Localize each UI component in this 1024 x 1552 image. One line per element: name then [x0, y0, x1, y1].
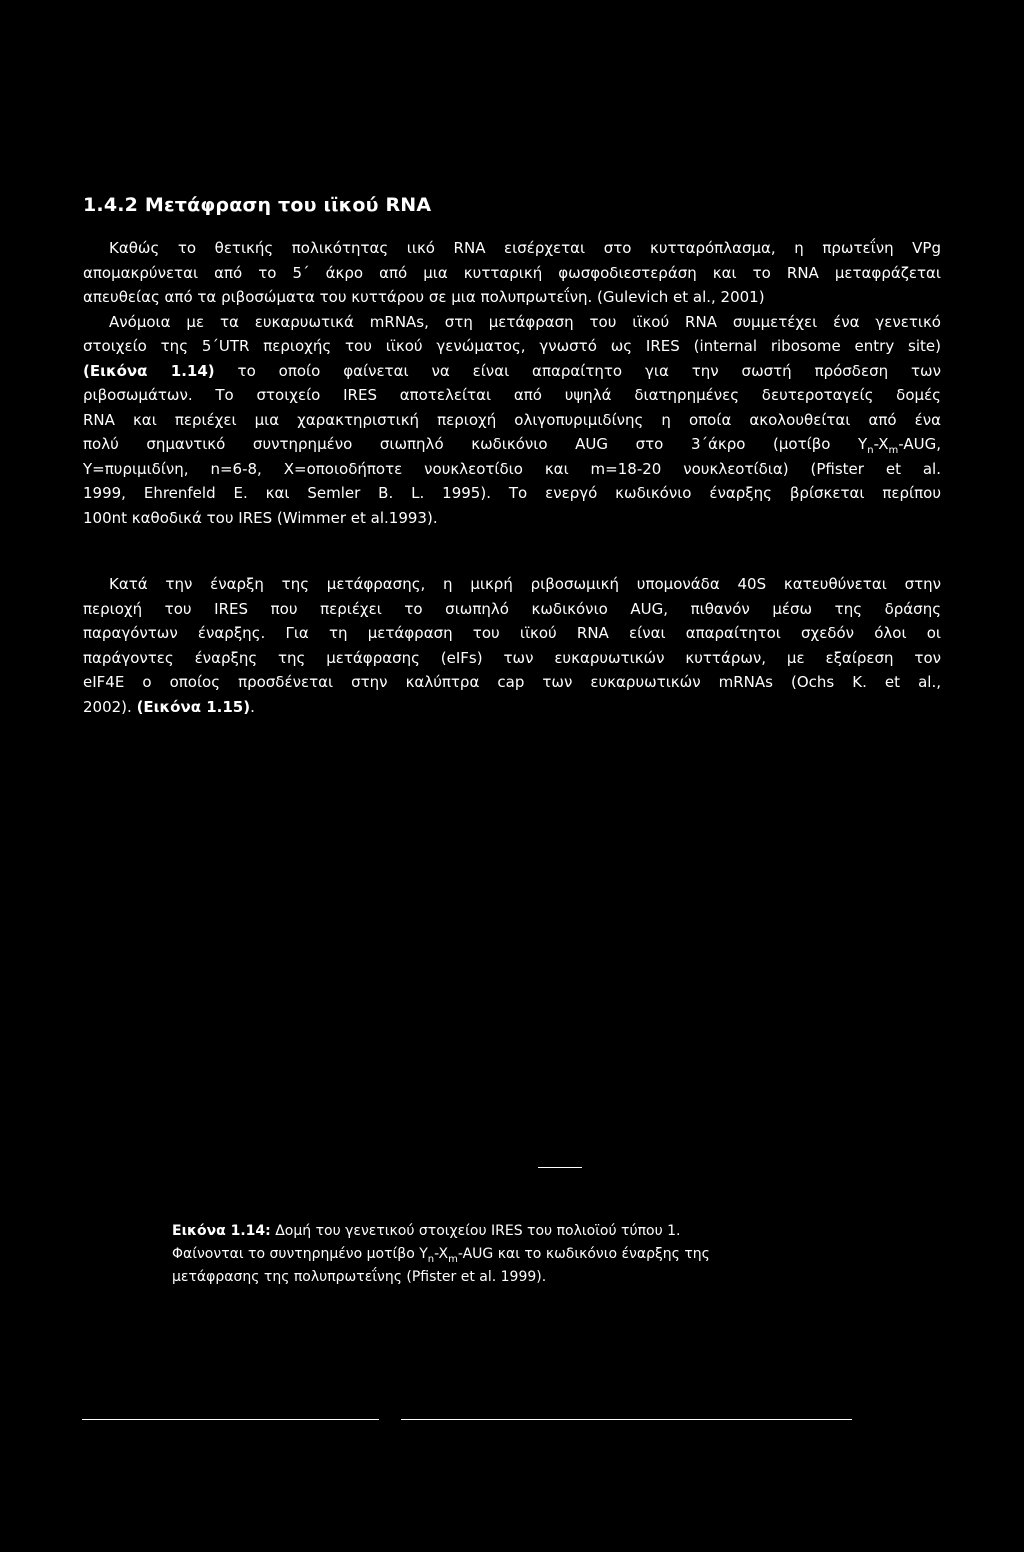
subscript-m: m: [448, 1253, 458, 1265]
figure-caption: [172, 1220, 832, 1289]
paragraph-line-text: 2002).: [83, 697, 137, 716]
paragraph-line-text: -AUG,: [898, 435, 941, 453]
caption-line: [172, 1220, 832, 1243]
section-heading: 1.4.2 Μετάφραση του ιϊκού RNA: [83, 194, 432, 216]
paragraph-line: απομακρύνεται από το 5΄ άκρο από μια κυτταρική φωσφοδιεστεράση και το RNA μεταφράζεται: [83, 263, 941, 282]
subscript-m: m: [888, 445, 899, 456]
paragraph-line: περιοχή του IRES που περιέχει το σιωπηλό κωδικόνιο AUG, πιθανόν μέσω της δράσης: [83, 599, 941, 618]
caption-text: -AUG και το κωδικόνιο έναρξης της: [457, 1246, 710, 1262]
paragraph-line: παραγόντων έναρξης. Για τη μετάφραση του ιϊκού RNA είναι απαραίτητοι σχεδόν όλοι οι: [83, 624, 941, 642]
footer-rule-left: [82, 1419, 379, 1420]
paragraph-line: Κατά την έναρξη της μετάφρασης, η μικρή ριβοσωμική υπομονάδα 40S κατευθύνεται στην: [109, 575, 941, 593]
figure-divider: [538, 1167, 582, 1168]
paragraph-2: [83, 572, 941, 719]
caption-line: [172, 1243, 832, 1266]
paragraph-line: 1999, Ehrenfeld E. και Semler B. L. 1995). Το ενεργό κωδικόνιο έναρξης βρίσκεται περίπου: [83, 484, 941, 502]
caption-text: Φαίνονται το συντηρημένο μοτίβο Y: [172, 1246, 428, 1262]
paragraph-line: Y=πυριμιδίνη, n=6-8, X=οποιοδήποτε νουκλεοτίδιο και m=18-20 νουκλεοτίδια) (Pfister et al.: [83, 459, 941, 478]
paragraph-line: στοιχείο της 5΄UTR περιοχής του ιϊκού γενώματος, γνωστό ως IRES (internal ribosome entry site): [83, 337, 941, 355]
paragraph-line: [83, 695, 941, 720]
paragraph-line: απευθείας από τα ριβοσώματα του κυττάρου σε μια πολυπρωτεΐνη. (Gulevich et al., 2001): [83, 288, 765, 306]
paragraph-line-text: το οποίο φαίνεται να είναι απαραίτητο για την σωστή πρόσδεση των: [214, 361, 941, 380]
paragraph-line: παράγοντες έναρξης της μετάφρασης (eIFs) των ευκαρυωτικών κυττάρων, με εξαίρεση τον: [83, 648, 941, 667]
caption-text: -X: [434, 1246, 449, 1262]
caption-line: μετάφρασης της πολυπρωτεΐνης (Pfister et al. 1999).: [172, 1269, 547, 1285]
subscript-n: n: [867, 445, 874, 456]
figure-reference-1-15: (Εικόνα 1.15): [136, 697, 251, 716]
paragraph-line-text: πολύ σημαντικό συντηρημένο σιωπηλό κωδικόνιο AUG στο 3΄άκρο (μοτίβο Y: [83, 435, 868, 453]
paragraph-line: [83, 432, 941, 457]
paragraph-1: [83, 236, 941, 530]
paragraph-line: Καθώς το θετικής πολικότητας ιικό RNA εισέρχεται στο κυτταρόπλασμα, η πρωτεΐνη VPg: [109, 239, 941, 257]
paragraph-line: Ανόμοια με τα ευκαρυωτικά mRNAs, στη μετάφραση του ιϊκού RNA συμμετέχει ένα γενετικό: [109, 312, 941, 331]
paragraph-line-text: .: [250, 697, 255, 716]
subscript-n: n: [427, 1253, 435, 1265]
figure-reference-1-14: (Εικόνα 1.14): [83, 361, 215, 380]
paragraph-line: [83, 359, 941, 384]
footer-rule-right: [401, 1419, 852, 1420]
paragraph-line: RNA και περιέχει μια χαρακτηριστική περιοχή ολιγοπυριμιδίνης η οποία ακολουθείται από ένα: [83, 410, 941, 429]
paragraph-line: eIF4E ο οποίος προσδένεται στην καλύπτρα cap των ευκαρυωτικών mRNAs (Ochs K. et al.,: [83, 673, 941, 691]
paragraph-line: 100nt καθοδικά του IRES (Wimmer et al.1993).: [83, 508, 438, 527]
caption-text: Δομή του γενετικού στοιχείου IRES του πολιοϊού τύπου 1.: [270, 1223, 681, 1239]
paragraph-line-text: -X: [873, 435, 889, 453]
paragraph-line: ριβοσωμάτων. Το στοιχείο IRES αποτελείται από υψηλά διατηρημένες δευτεροταγείς δομές: [83, 386, 941, 404]
caption-label: Εικόνα 1.14:: [172, 1223, 271, 1239]
